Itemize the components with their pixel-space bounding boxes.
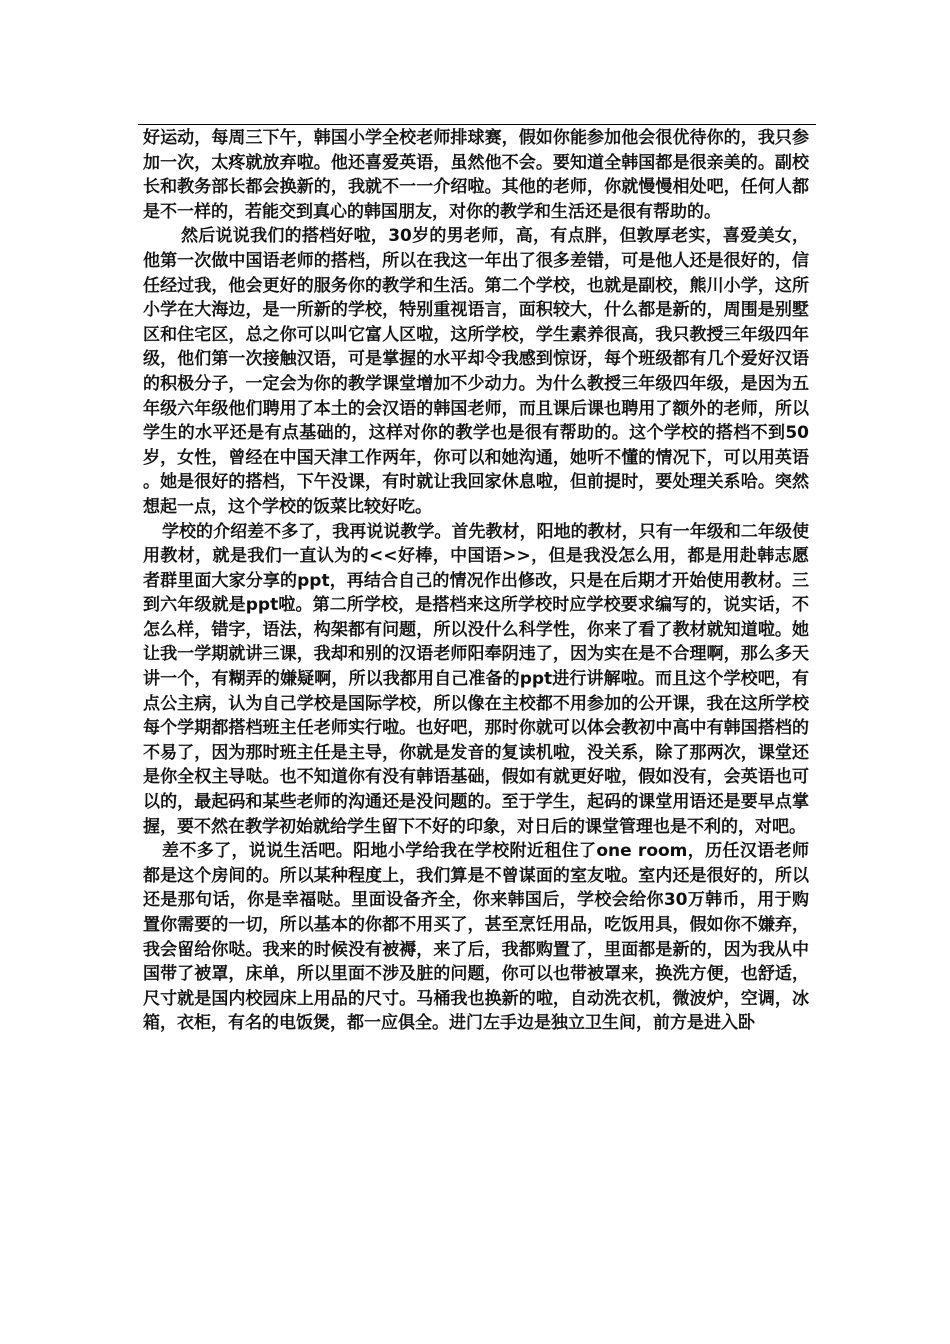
paragraph-coworkers: 好运动，每周三下午，韩国小学全校老师排球赛，假如你能参加他会很优待你的，我只参加一次，太疼就放弃啦。他还喜爱英语，虽然他不会。要知道全韩国都是很亲美的。副校长和教务部长都会换新的，我就不一一介绍啦。其他的老师，你就慢慢相处吧，任何人都是不一样的，若能交到真心的韩国朋友，对你的教学和生活还是很有帮助的。: [143, 128, 809, 222]
paragraph-living: 差不多了，说说生活吧。阳地小学给我在学校附近租住了one room，历任汉语老师都是这个房间的。所以某种程度上，我们算是不曾谋面的室友啦。室内还是很好的，所以还是那句话，你是幸福哒。里面设备齐全，你来韩国后，学校会给你30万韩币，用于购置你需要的一切，所以基本的你都不用买了，甚至烹饪用品，吃饭用具，假如你不嫌弃，我会留给你哒。我来的时候没有被褥，来了后，我都购置了，里面都是新的，因为我从中国带了被罩，床单，所以里面不涉及脏的问题，你可以也带被罩来，换洗方便，也舒适，尺寸就是国内校园床上用品的尺寸。马桶我也换新的啦，自动洗衣机，微波炉，空调，冰箱，衣柜，有名的电饭煲，都一应俱全。进门左手边是独立卫生间，前方是进入卧: [143, 841, 809, 1034]
header-rule: [138, 124, 816, 125]
paragraph-teaching: 学校的介绍差不多了，我再说说教学。首先教材，阳地的教材，只有一年级和二年级使用教材，就是我们一直认为的<<好棒，中国语>>，但是我没怎么用，都是用赴韩志愿者群里面大家分享的ppt，再结合自己的情况作出修改，只是在后期才开始使用教材。三到六年级就是ppt啦。第二所学校，是搭档来这所学校时应学校要求编写的，说实话，不怎么样，错字，语法，构架都有问题，所以没什么科学性，你来了看了教材就知道啦。她让我一学期就讲三课，我却和别的汉语老师阳奉阴违了，因为实在是不合理啊，那么多天讲一个，有糊弄的嫌疑啊，所以我都用自己准备的ppt进行讲解啦。而且这个学校吧，有点公主病，认为自己学校是国际学校，所以像在主校都不用参加的公开课，我在这所学校每个学期都搭档班主任老师实行啦。也好吧，那时你就可以体会教初中高中有韩国搭档的不易了，因为那时班主任是主导，你就是发音的复读机啦，没关系，除了那两次，课堂还是你全权主导哒。也不知道你有没有韩语基础，假如有就更好啦，假如没有，会英语也可以的，最起码和某些老师的沟通还是没问题的。至于学生，起码的课堂用语还是要早点掌握，要不然在教学初始就给学生留下不好的印象，对日后的课堂管理也是不利的，对吧。: [143, 521, 809, 837]
document-body: [143, 126, 809, 1036]
paragraph-partner-and-second-school: 然后说说我们的搭档好啦，30岁的男老师，高，有点胖，但敦厚老实，喜爱美女，他第一次做中国语老师的搭档，所以在我这一年出了很多差错，可是他人还是很好的，信任经过我，他会更好的服务你的教学和生活。第二个学校，也就是副校，熊川小学，这所小学在大海边，是一所新的学校，特别重视语言，面积较大，什么都是新的，周围是别墅区和住宅区，总之你可以叫它富人区啦，这所学校，学生素养很高，我只教授三年级四年级，他们第一次接触汉语，可是掌握的水平却令我感到惊讶，每个班级都有几个爱好汉语的积极分子，一定会为你的教学课堂增加不少动力。为什么教授三年级四年级，是因为五年级六年级他们聘用了本土的会汉语的韩国老师，而且课后课也聘用了额外的老师，所以学生的水平还是有点基础的，这样对你的教学也是很有帮助的。这个学校的搭档不到50岁，女性，曾经在中国天津工作两年，你可以和她沟通，她听不懂的情况下，可以用英语。她是很好的搭档，下午没课，有时就让我回家休息啦，但前提时，要处理关系哈。突然想起一点，这个学校的饭菜比较好吃。: [143, 226, 809, 517]
